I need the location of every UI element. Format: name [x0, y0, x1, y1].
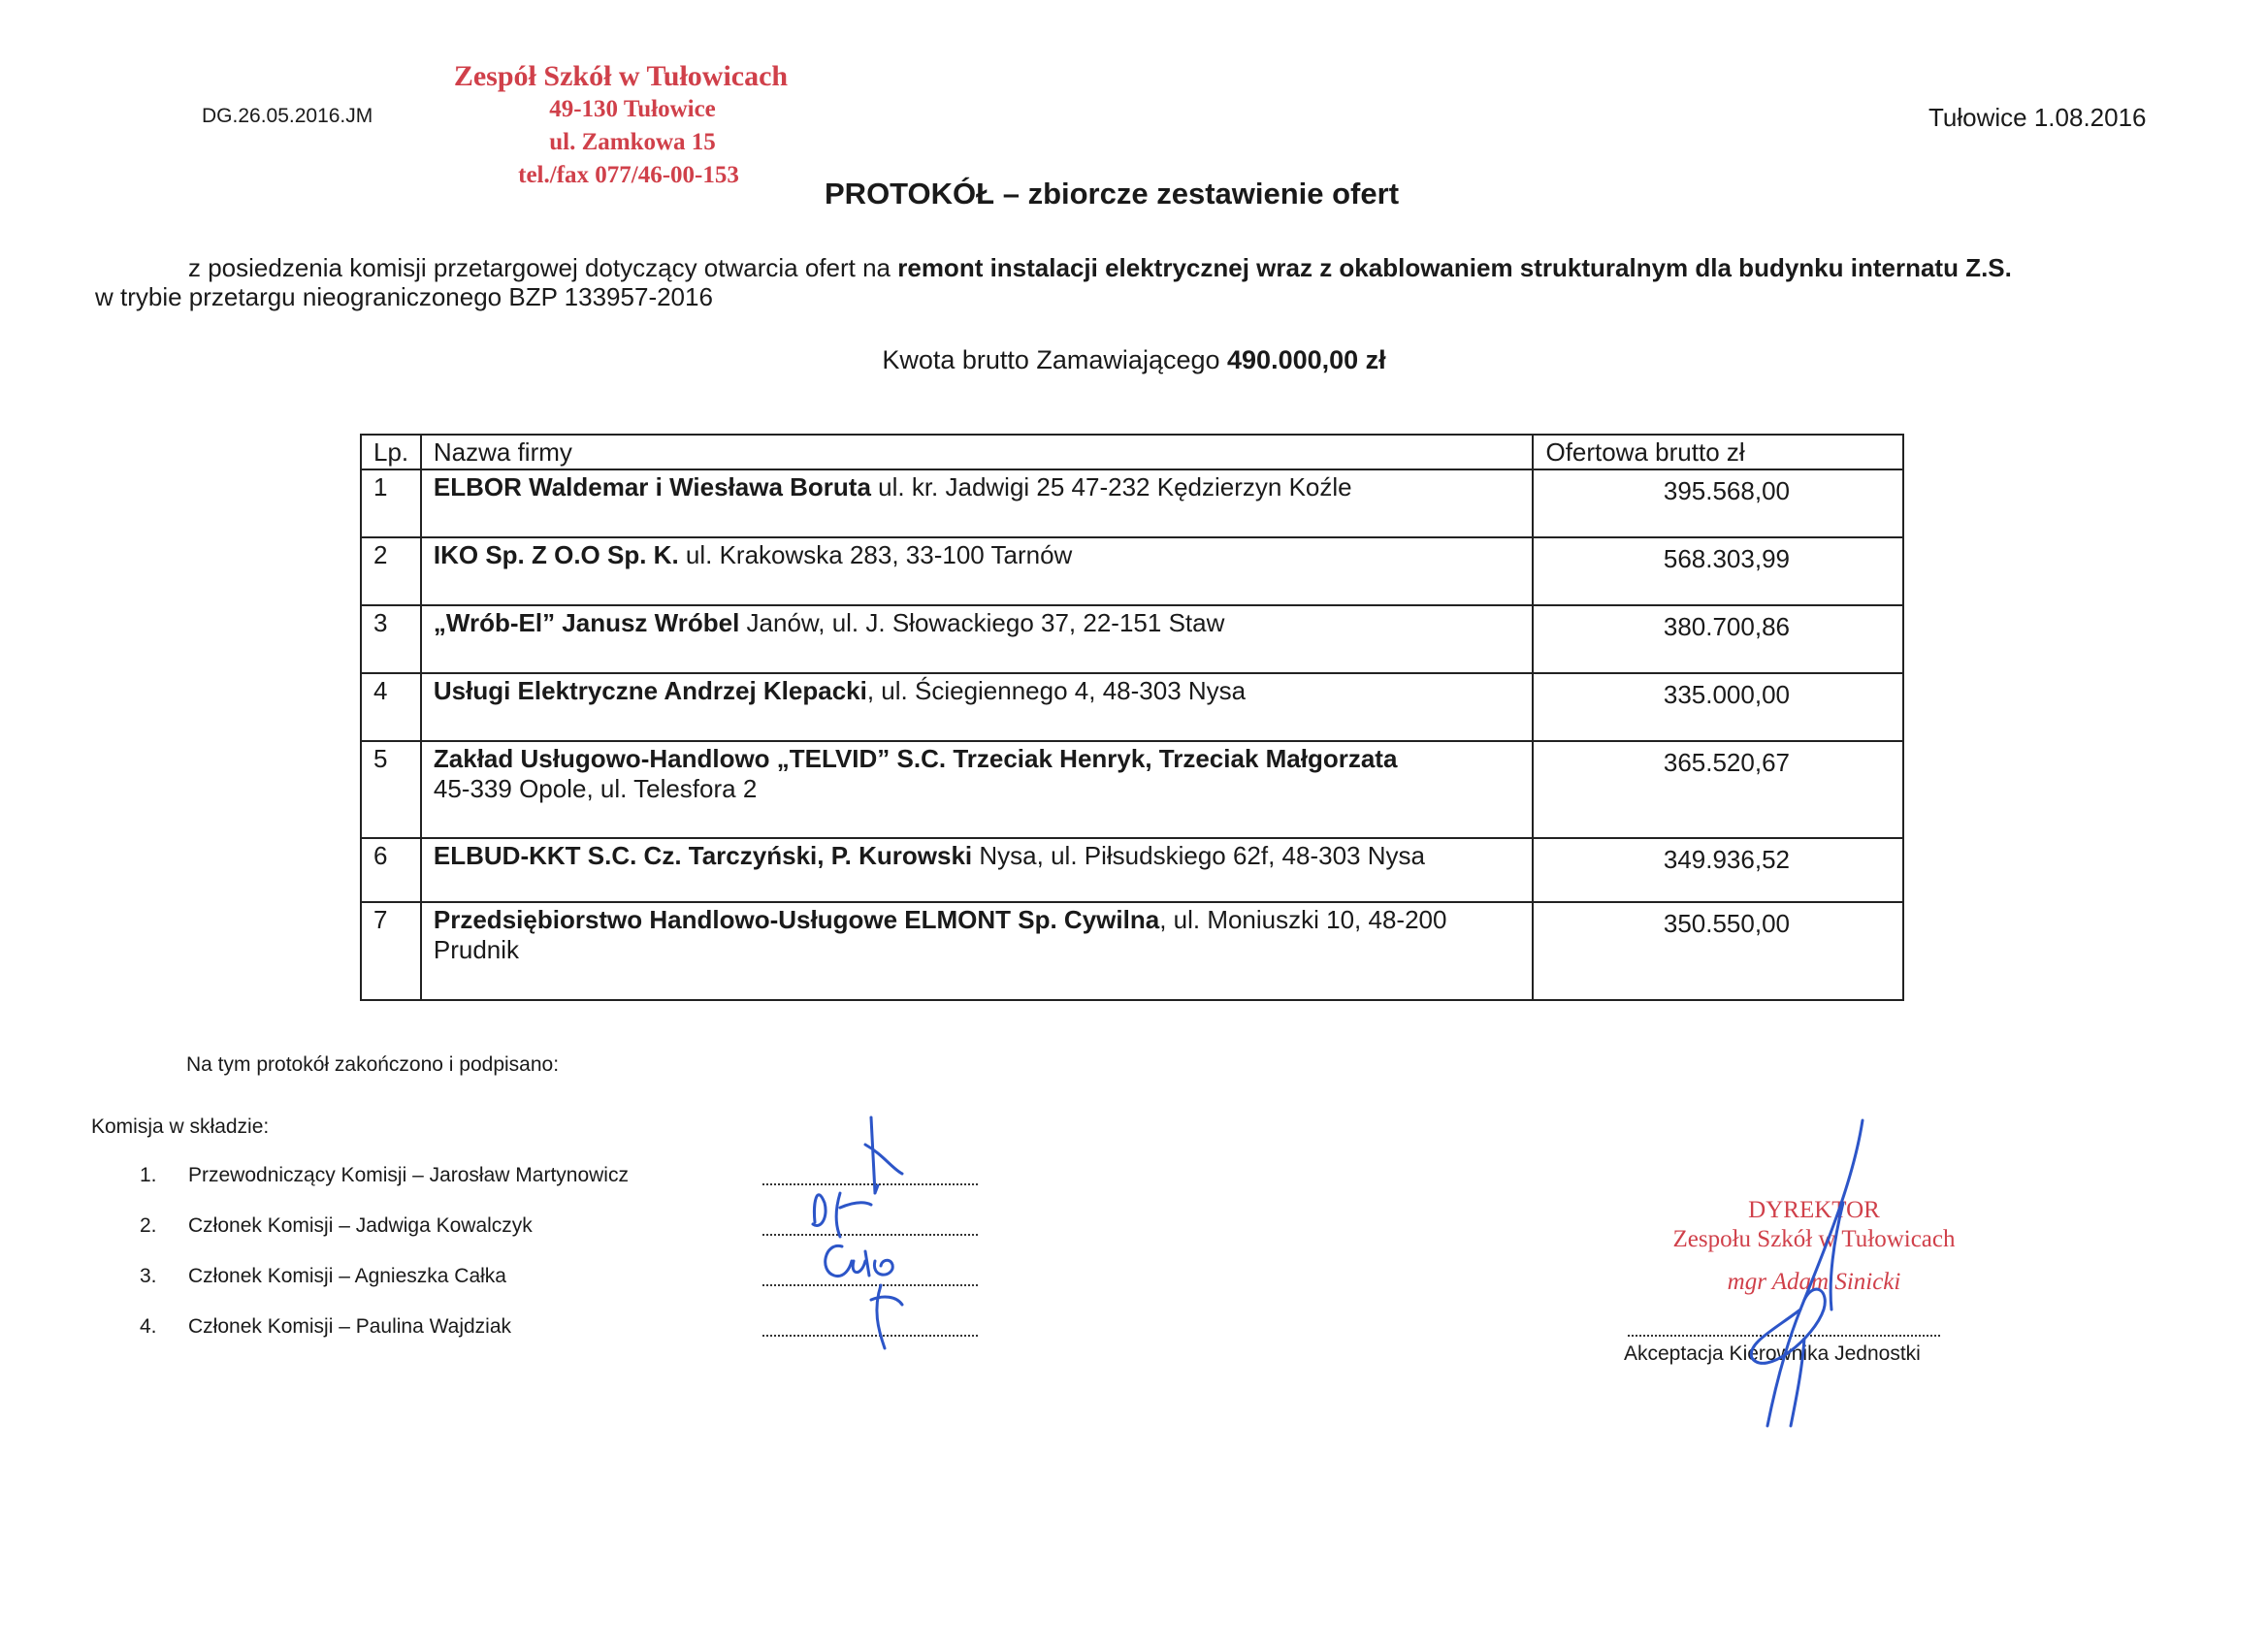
- director-name: mgr Adam Sinicki: [1727, 1269, 1901, 1295]
- row-price: 568.303,99: [1533, 537, 1903, 605]
- member-number: 3.: [140, 1265, 157, 1287]
- table-row: [361, 605, 1903, 673]
- row-lp: 1: [361, 469, 421, 537]
- header-firm-name: Nazwa firmy: [421, 435, 1534, 469]
- member-name: Członek Komisji – Jadwiga Kowalczyk: [188, 1214, 533, 1237]
- table-row: [361, 469, 1903, 537]
- school-stamp: [427, 60, 815, 192]
- closing-statement: Na tym protokół zakończono i podpisano:: [186, 1053, 560, 1076]
- row-firm: [421, 673, 1534, 741]
- budget-label: Kwota brutto Zamawiającego: [882, 345, 1228, 374]
- firm-address: 45-339 Opole, ul. Telesfora 2: [433, 774, 758, 803]
- firm-name: „Wrób-El” Janusz Wróbel: [433, 608, 740, 637]
- row-lp: 3: [361, 605, 421, 673]
- firm-name: ELBUD-KKT S.C. Cz. Tarczyński, P. Kurowski: [433, 841, 973, 870]
- row-lp: 5: [361, 741, 421, 838]
- committee-signatures: [757, 1116, 951, 1358]
- firm-name: Usługi Elektryczne Andrzej Klepacki: [433, 676, 867, 705]
- firm-name: IKO Sp. Z O.O Sp. K.: [433, 540, 679, 569]
- intro-text: z posiedzenia komisji przetargowej dotyczący otwarcia ofert na: [188, 253, 898, 282]
- table-row: [361, 741, 1903, 838]
- member-name: Przewodniczący Komisji – Jarosław Martynowicz: [188, 1164, 629, 1186]
- firm-address: ul. Krakowska 283, 33-100 Tarnów: [678, 540, 1073, 569]
- row-price: 365.520,67: [1533, 741, 1903, 838]
- place-date: Tułowice 1.08.2016: [1928, 103, 2147, 132]
- offers-table: [360, 434, 1904, 1001]
- row-firm: [421, 469, 1534, 537]
- firm-address: , ul. Ściegiennego 4, 48-303 Nysa: [866, 676, 1247, 705]
- stamp-city: 49-130 Tułowice: [549, 96, 716, 122]
- table-row: [361, 537, 1903, 605]
- row-firm: [421, 537, 1534, 605]
- intro-line-1: [188, 253, 2012, 283]
- row-firm: [421, 838, 1534, 902]
- firm-name: ELBOR Waldemar i Wiesława Boruta: [433, 472, 871, 501]
- header-lp: Lp.: [361, 435, 421, 469]
- acceptance-label: Akceptacja Kierownika Jednostki: [1624, 1342, 1921, 1365]
- intro-line-2: w trybie przetargu nieograniczonego BZP 133957-2016: [95, 282, 713, 311]
- director-title: DYREKTOR: [1748, 1197, 1880, 1223]
- document-reference: DG.26.05.2016.JM: [202, 105, 373, 127]
- member-number: 2.: [140, 1214, 157, 1237]
- firm-name: Przedsiębiorstwo Handlowo-Usługowe ELMONT Sp. Cywilna: [433, 905, 1160, 934]
- row-price: 350.550,00: [1533, 902, 1903, 1000]
- row-price: 335.000,00: [1533, 673, 1903, 741]
- member-number: 4.: [140, 1315, 157, 1338]
- member-name: Członek Komisji – Paulina Wajdziak: [188, 1315, 512, 1338]
- row-firm: [421, 741, 1534, 838]
- row-lp: 4: [361, 673, 421, 741]
- stamp-phone: tel./fax 077/46-00-153: [518, 162, 739, 188]
- row-lp: 7: [361, 902, 421, 1000]
- committee-label: Komisja w składzie:: [91, 1116, 270, 1138]
- member-name: Członek Komisji – Agnieszka Całka: [188, 1265, 506, 1287]
- firm-address: ul. kr. Jadwigi 25 47-232 Kędzierzyn Koźle: [870, 472, 1352, 501]
- intro-subject: remont instalacji elektrycznej wraz z okablowaniem strukturalnym dla budynku internatu Z.S.: [897, 253, 2012, 282]
- row-price: 380.700,86: [1533, 605, 1903, 673]
- director-organization: Zespołu Szkół w Tułowicach: [1672, 1226, 1956, 1252]
- header-price: Ofertowa brutto zł: [1533, 435, 1903, 469]
- member-number: 1.: [140, 1164, 157, 1186]
- firm-address: Janów, ul. J. Słowackiego 37, 22-151 Staw: [739, 608, 1225, 637]
- row-price: 395.568,00: [1533, 469, 1903, 537]
- row-firm: [421, 902, 1534, 1000]
- table-header-row: [361, 435, 1903, 469]
- document-title: PROTOKÓŁ – zbiorcze zestawienie ofert: [825, 177, 1400, 210]
- row-price: 349.936,52: [1533, 838, 1903, 902]
- table-row: [361, 838, 1903, 902]
- row-lp: 2: [361, 537, 421, 605]
- firm-name: Zakład Usługowo-Handlowo „TELVID” S.C. Trzeciak Henryk, Trzeciak Małgorzata: [433, 744, 1398, 773]
- row-lp: 6: [361, 838, 421, 902]
- firm-address: , ul. Moniuszki 10, 48-200 Prudnik: [433, 905, 1447, 964]
- stamp-school-name: Zespół Szkół w Tułowicach: [453, 60, 789, 92]
- firm-address: Nysa, ul. Piłsudskiego 62f, 48-303 Nysa: [972, 841, 1425, 870]
- table-row: [361, 902, 1903, 1000]
- stamp-street: ul. Zamkowa 15: [549, 129, 716, 155]
- row-firm: [421, 605, 1534, 673]
- director-signature: [1707, 1116, 1901, 1436]
- table-row: [361, 673, 1903, 741]
- budget-amount: [0, 345, 2268, 375]
- budget-value: 490.000,00 zł: [1227, 345, 1386, 374]
